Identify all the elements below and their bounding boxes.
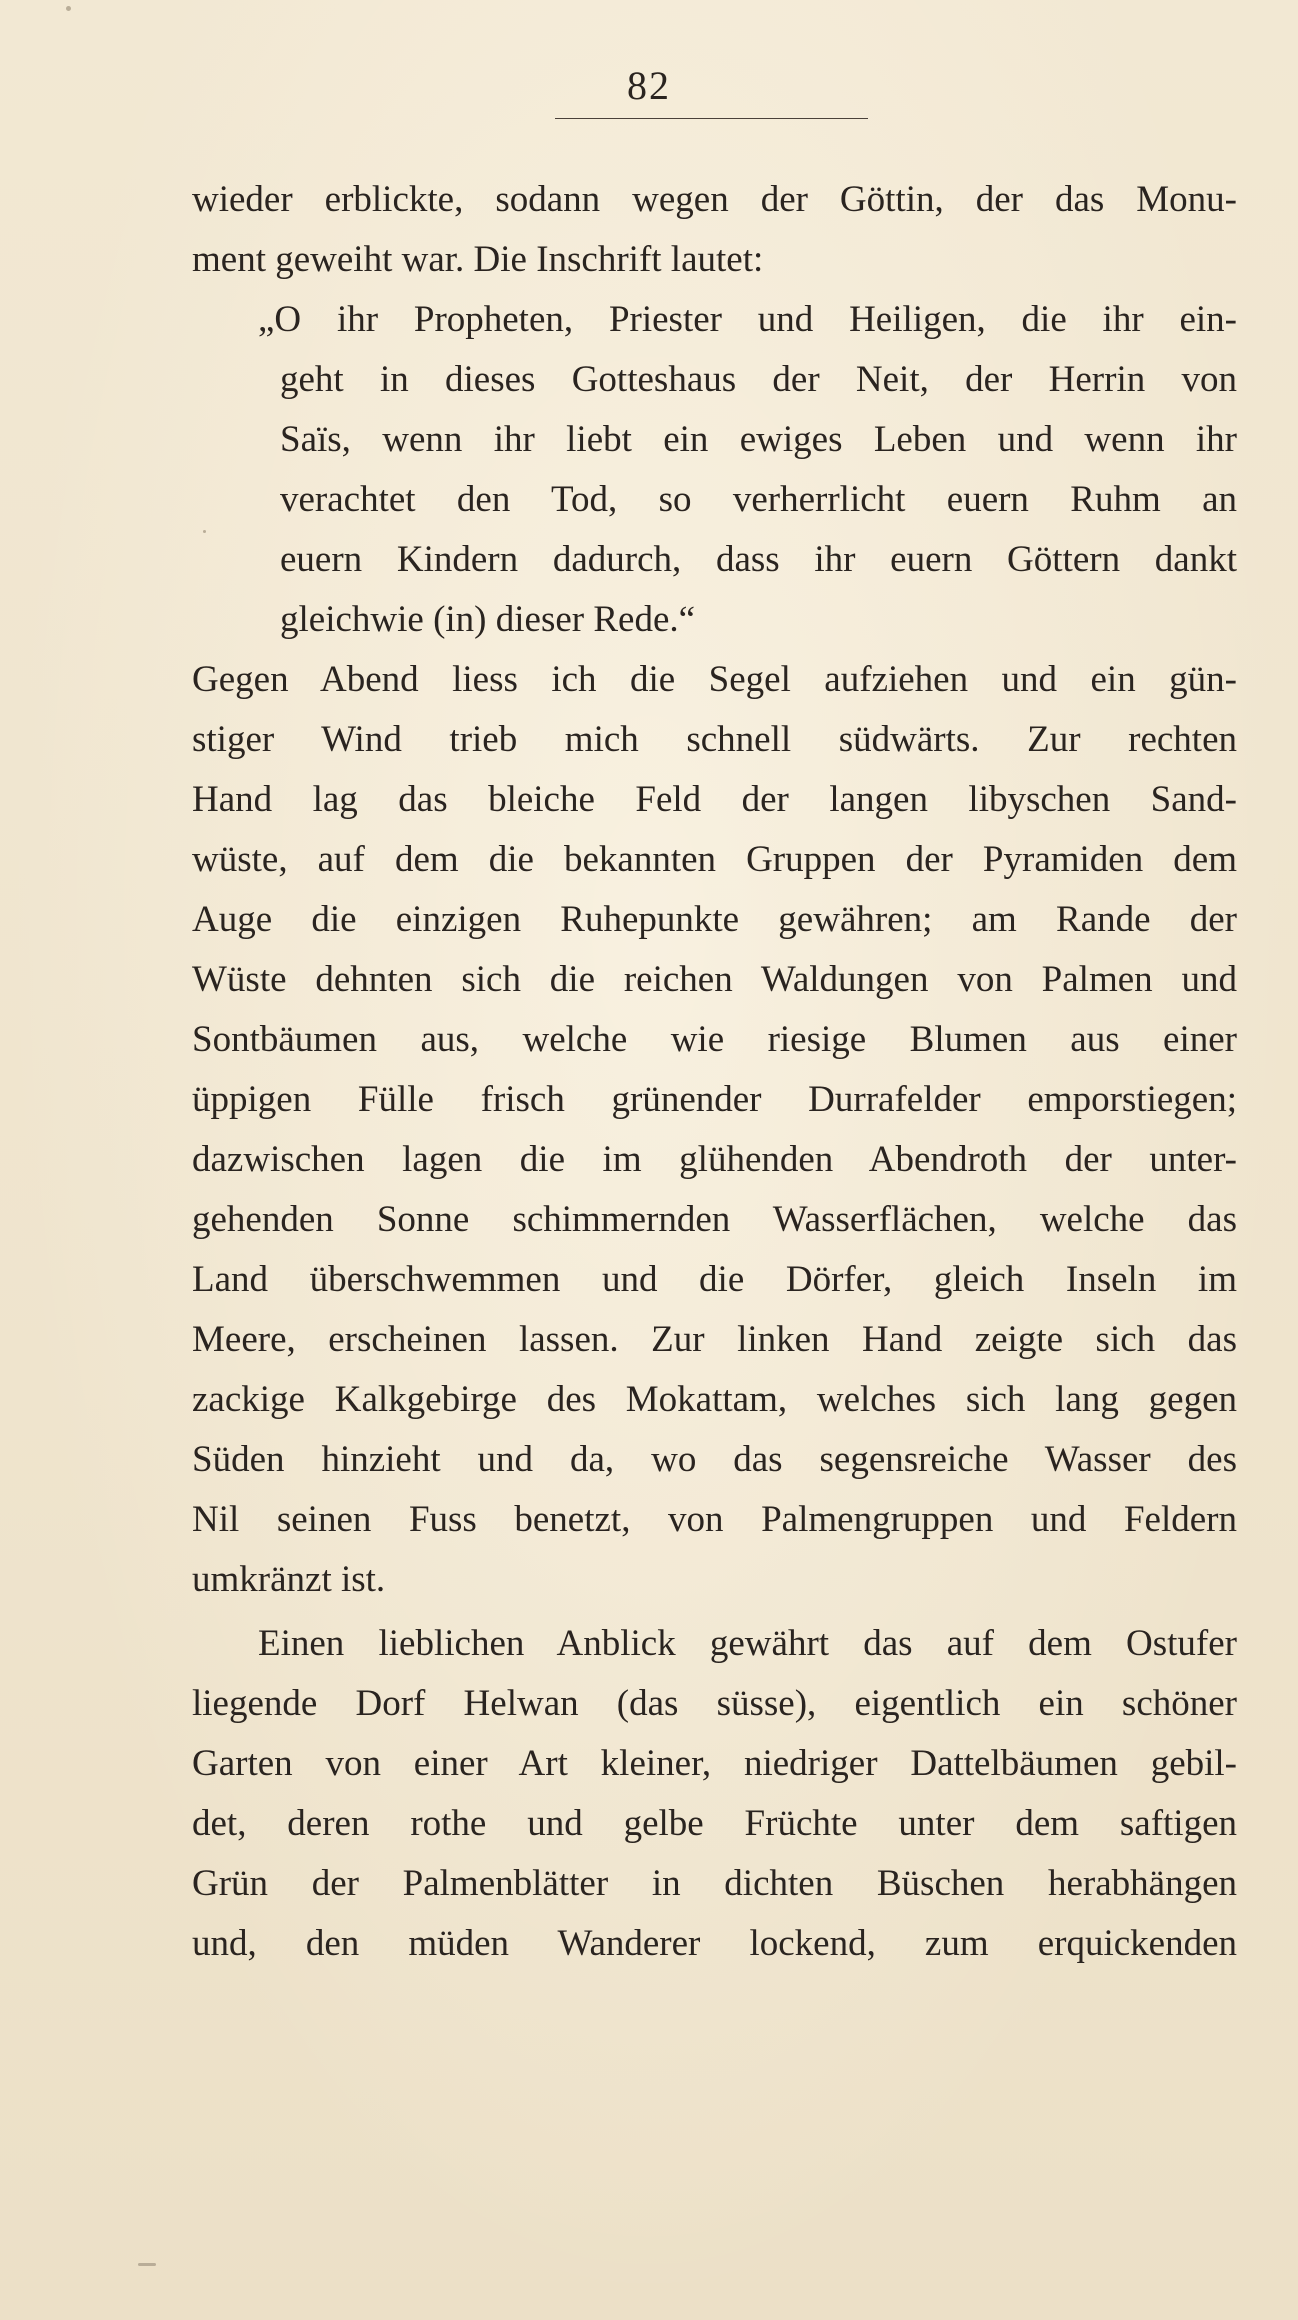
- text-line: Gegen Abend liess ich die Segel aufziehen und ein gün-: [192, 659, 1237, 700]
- text-line: Auge die einzigen Ruhepunkte gewähren; am Rande der: [192, 899, 1237, 940]
- text-line: dazwischen lagen die im glühenden Abendroth der unter-: [192, 1139, 1237, 1180]
- text-line: Meere, erscheinen lassen. Zur linken Hand zeigte sich das: [192, 1319, 1237, 1360]
- text-line: wieder erblickte, sodann wegen der Göttin, der das Monu-: [192, 179, 1237, 220]
- text-line: und, den müden Wanderer lockend, zum erquickenden: [192, 1923, 1237, 1964]
- text-line: stiger Wind trieb mich schnell südwärts. Zur rechten: [192, 719, 1237, 760]
- text-line: liegende Dorf Helwan (das süsse), eigentlich ein schöner: [192, 1683, 1237, 1724]
- text-line: umkränzt ist.: [192, 1559, 386, 1600]
- header-rule: [555, 118, 868, 119]
- text-line: Land überschwemmen und die Dörfer, gleich Inseln im: [192, 1259, 1237, 1300]
- text-line: Grün der Palmenblätter in dichten Büschen herabhängen: [192, 1863, 1237, 1904]
- text-line: zackige Kalkgebirge des Mokattam, welches sich lang gegen: [192, 1379, 1237, 1420]
- text-line: üppigen Fülle frisch grünender Durrafelder emporstiegen;: [192, 1079, 1237, 1120]
- text-line: wüste, auf dem die bekannten Gruppen der Pyramiden dem: [192, 839, 1237, 880]
- text-line: euern Kindern dadurch, dass ihr euern Göttern dankt: [280, 539, 1237, 580]
- text-line: Süden hinzieht und da, wo das segensreiche Wasser des: [192, 1439, 1237, 1480]
- text-line: Saïs, wenn ihr liebt ein ewiges Leben und wenn ihr: [280, 419, 1237, 460]
- text-line: ment geweiht war. Die Inschrift lautet:: [192, 239, 764, 280]
- page-number: 82: [627, 63, 671, 108]
- text-line: gleichwie (in) dieser Rede.“: [280, 599, 696, 640]
- text-line: Hand lag das bleiche Feld der langen libyschen Sand-: [192, 779, 1237, 820]
- text-line: Sontbäumen aus, welche wie riesige Blumen aus einer: [192, 1019, 1237, 1060]
- text-line: det, deren rothe und gelbe Früchte unter dem saftigen: [192, 1803, 1237, 1844]
- text-line: Nil seinen Fuss benetzt, von Palmengruppen und Feldern: [192, 1499, 1237, 1540]
- paper-speck: [66, 6, 71, 11]
- text-line: Wüste dehnten sich die reichen Waldungen von Palmen und: [192, 959, 1237, 1000]
- paper-speck: [203, 530, 206, 533]
- text-line: gehenden Sonne schimmernden Wasserflächen, welche das: [192, 1199, 1237, 1240]
- text-line: geht in dieses Gotteshaus der Neit, der Herrin von: [280, 359, 1237, 400]
- text-line: verachtet den Tod, so verherrlicht euern Ruhm an: [280, 479, 1237, 520]
- text-line: „O ihr Propheten, Priester und Heiligen, die ihr ein-: [258, 299, 1237, 340]
- paper-speck: [138, 2263, 156, 2266]
- text-line: Garten von einer Art kleiner, niedriger Dattelbäumen gebil-: [192, 1743, 1237, 1784]
- text-line: Einen lieblichen Anblick gewährt das auf dem Ostufer: [258, 1623, 1237, 1664]
